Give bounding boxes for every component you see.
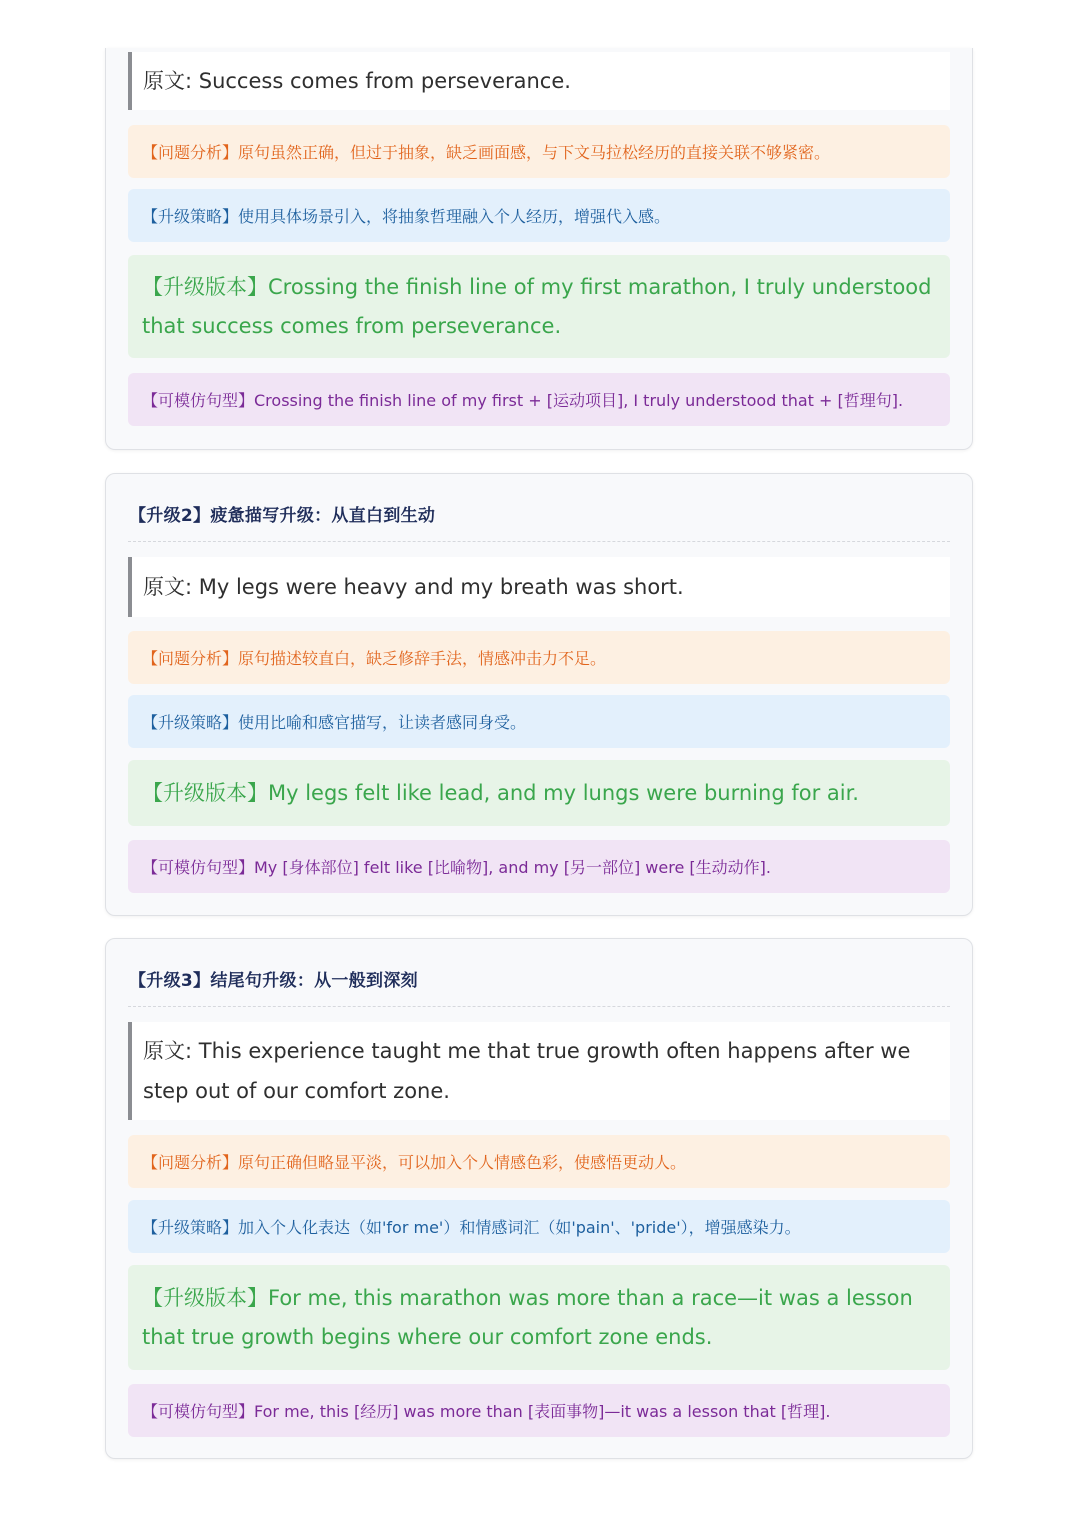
original-sentence (128, 1022, 950, 1120)
upgraded-text: 【升级版本】For me, this marathon was more than a race—it was a lesson that true growth begins where our comfort zone ends. (142, 1285, 913, 1349)
strategy-text: 【升级策略】加入个人化表达（如'for me'）和情感词汇（如'pain'、'pride'），增强感染力。 (142, 1218, 801, 1237)
strategy-text: 【升级策略】使用具体场景引入，将抽象哲理融入个人经历，增强代入感。 (142, 207, 671, 226)
upgrade-card-2 (105, 473, 973, 916)
upgrade-strategy (128, 1200, 950, 1253)
analysis-text: 【问题分析】原句描述较直白，缺乏修辞手法，情感冲击力不足。 (142, 649, 607, 668)
problem-analysis (128, 631, 950, 684)
upgrade-strategy (128, 695, 950, 748)
original-text: 原文: My legs were heavy and my breath was short. (143, 575, 684, 599)
original-text: 原文: This experience taught me that true growth often happens after we step out of our comfort zone. (143, 1039, 911, 1103)
original-sentence (128, 52, 950, 110)
upgraded-version (128, 255, 950, 358)
analysis-text: 【问题分析】原句正确但略显平淡，可以加入个人情感色彩，使感悟更动人。 (142, 1153, 687, 1172)
card-title: 【升级3】结尾句升级：从一般到深刻 (129, 971, 418, 991)
problem-analysis (128, 1135, 950, 1188)
original-sentence (128, 557, 950, 617)
upgraded-text: 【升级版本】Crossing the finish line of my first marathon, I truly understood that success comes from perseverance. (142, 274, 932, 338)
upgraded-version (128, 760, 950, 826)
pattern-text: 【可模仿句型】My [身体部位] felt like [比喻物], and my [另一部位] were [生动动作]. (142, 858, 771, 877)
upgrade-strategy (128, 189, 950, 242)
original-text: 原文: Success comes from perseverance. (143, 69, 571, 93)
pattern-text: 【可模仿句型】For me, this [经历] was more than [表面事物]—it was a lesson that [哲理]. (142, 1402, 831, 1421)
upgraded-text: 【升级版本】My legs felt like lead, and my lungs were burning for air. (142, 780, 859, 805)
title-divider (128, 541, 950, 542)
upgraded-version (128, 1265, 950, 1370)
problem-analysis (128, 125, 950, 178)
imitable-pattern (128, 1384, 950, 1437)
analysis-text: 【问题分析】原句虽然正确，但过于抽象，缺乏画面感，与下文马拉松经历的直接关联不够紧密。 (142, 143, 831, 162)
pattern-text: 【可模仿句型】Crossing the finish line of my first + [运动项目], I truly understood that + [哲理句]. (142, 391, 904, 410)
card-title: 【升级2】疲惫描写升级：从直白到生动 (129, 506, 436, 526)
title-divider (128, 1006, 950, 1007)
upgrade-card-3 (105, 938, 973, 1459)
upgrade-card-1 (105, 48, 973, 450)
strategy-text: 【升级策略】使用比喻和感官描写，让读者感同身受。 (142, 713, 527, 732)
imitable-pattern (128, 840, 950, 893)
imitable-pattern (128, 373, 950, 426)
